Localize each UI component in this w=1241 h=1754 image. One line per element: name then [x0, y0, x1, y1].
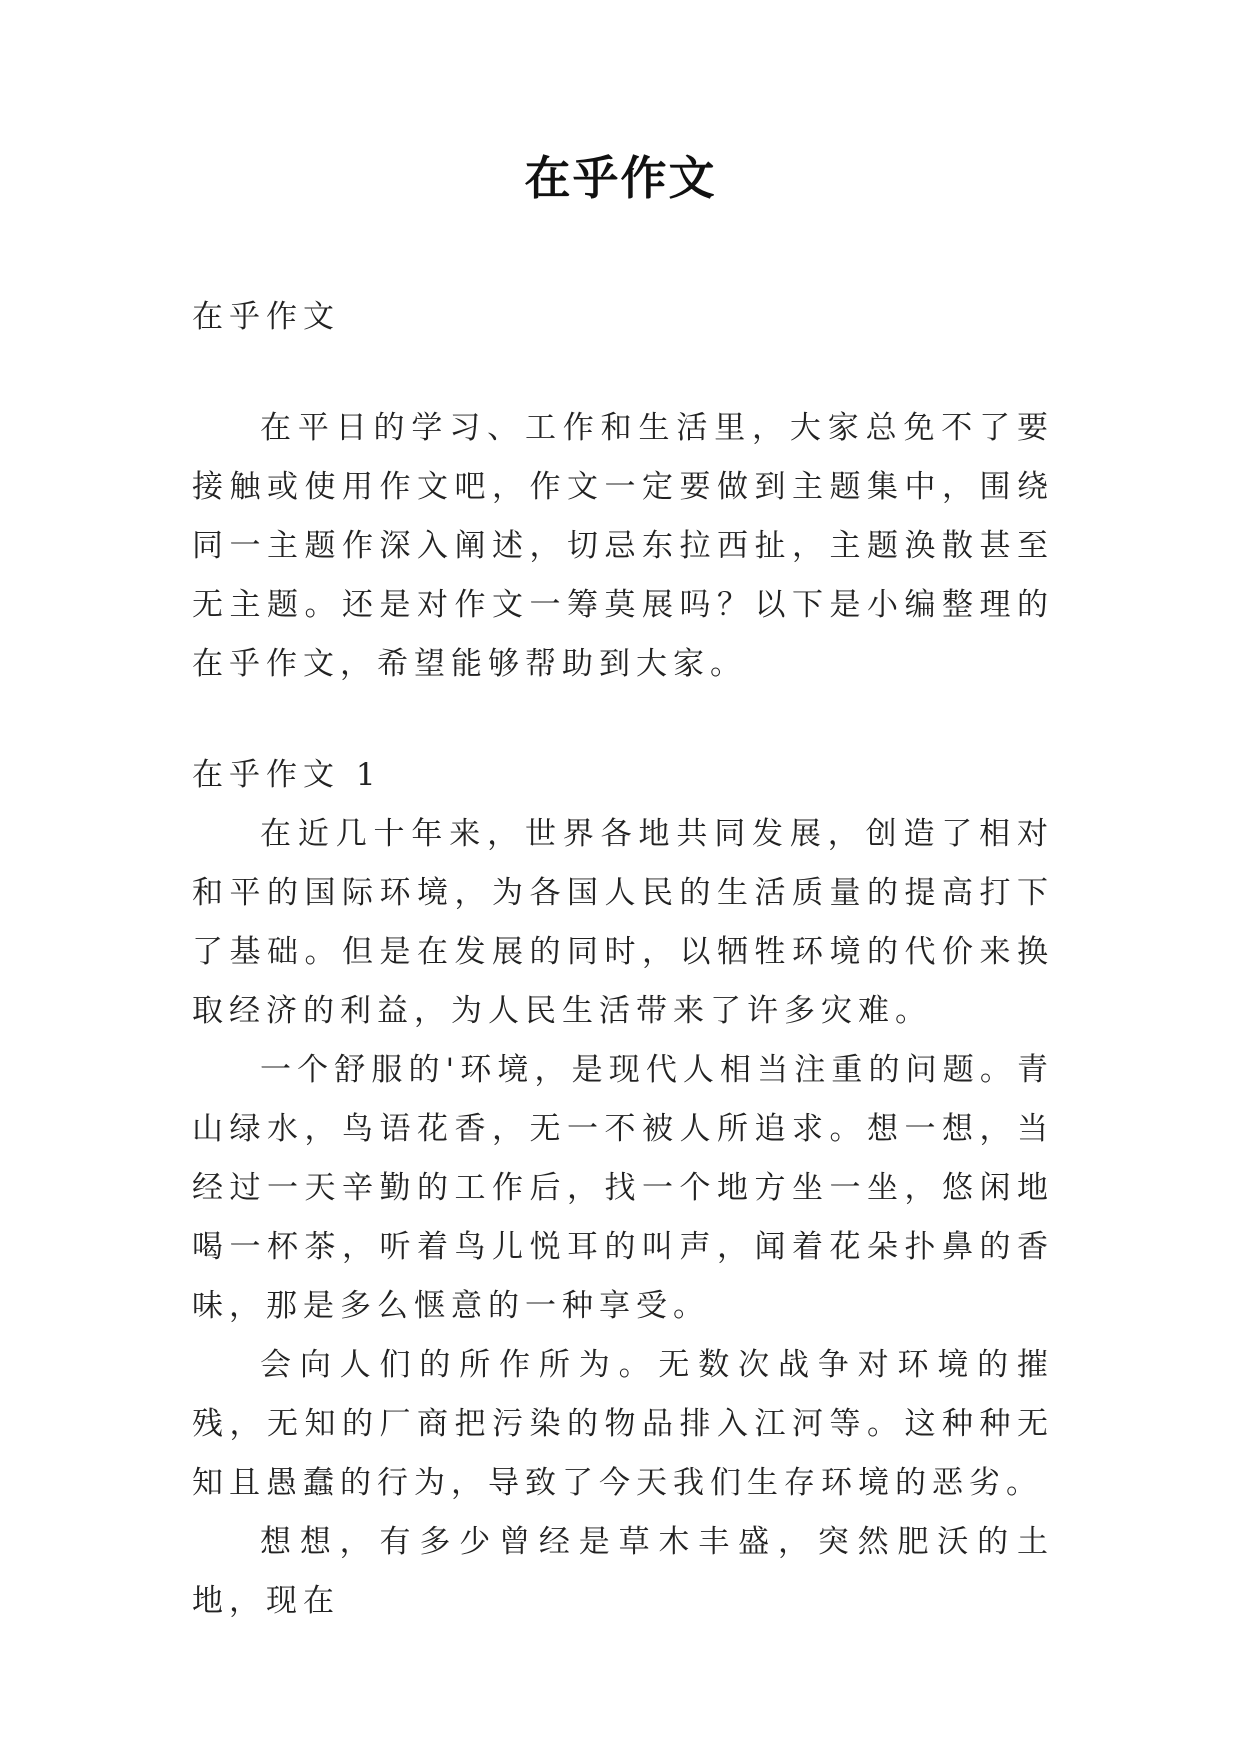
document-body	[192, 288, 1054, 1631]
subtitle: 在乎作文	[192, 299, 340, 335]
document-title: 在乎作文	[524, 151, 717, 205]
spacer	[192, 694, 1054, 746]
section-heading: 在乎作文 1	[192, 757, 382, 793]
body-paragraph-1: 在近几十年来，世界各地共同发展，创造了相对和平的国际环境，为各国人民的生活质量的提高打下了基础。但是在发展的同时，以牺牲环境的代价来换取经济的利益，为人民生活带来了许多灾难。	[192, 816, 1054, 1029]
body-paragraph-2: 一个舒服的'环境，是现代人相当注重的问题。青山绿水，鸟语花香，无一不被人所追求。想一想，当经过一天辛勤的工作后，找一个地方坐一坐，悠闲地喝一杯茶，听着鸟儿悦耳的叫声，闻着花朵扑鼻的香味，那是多么惬意的一种享受。	[192, 1052, 1054, 1324]
body-paragraph-3: 会向人们的所作所为。无数次战争对环境的摧残，无知的厂商把污染的物品排入江河等。这种种无知且愚蠢的行为，导致了今天我们生存环境的恶劣。	[192, 1347, 1054, 1501]
spacer	[192, 347, 1054, 399]
intro-paragraph: 在平日的学习、工作和生活里，大家总免不了要接触或使用作文吧，作文一定要做到主题集中，围绕同一主题作深入阐述，切忌东拉西扯，主题涣散甚至无主题。还是对作文一筹莫展吗？以下是小编整理的在乎作文，希望能够帮助到大家。	[192, 410, 1054, 682]
body-paragraph-4: 想想，有多少曾经是草木丰盛，突然肥沃的土地，现在	[192, 1524, 1054, 1619]
